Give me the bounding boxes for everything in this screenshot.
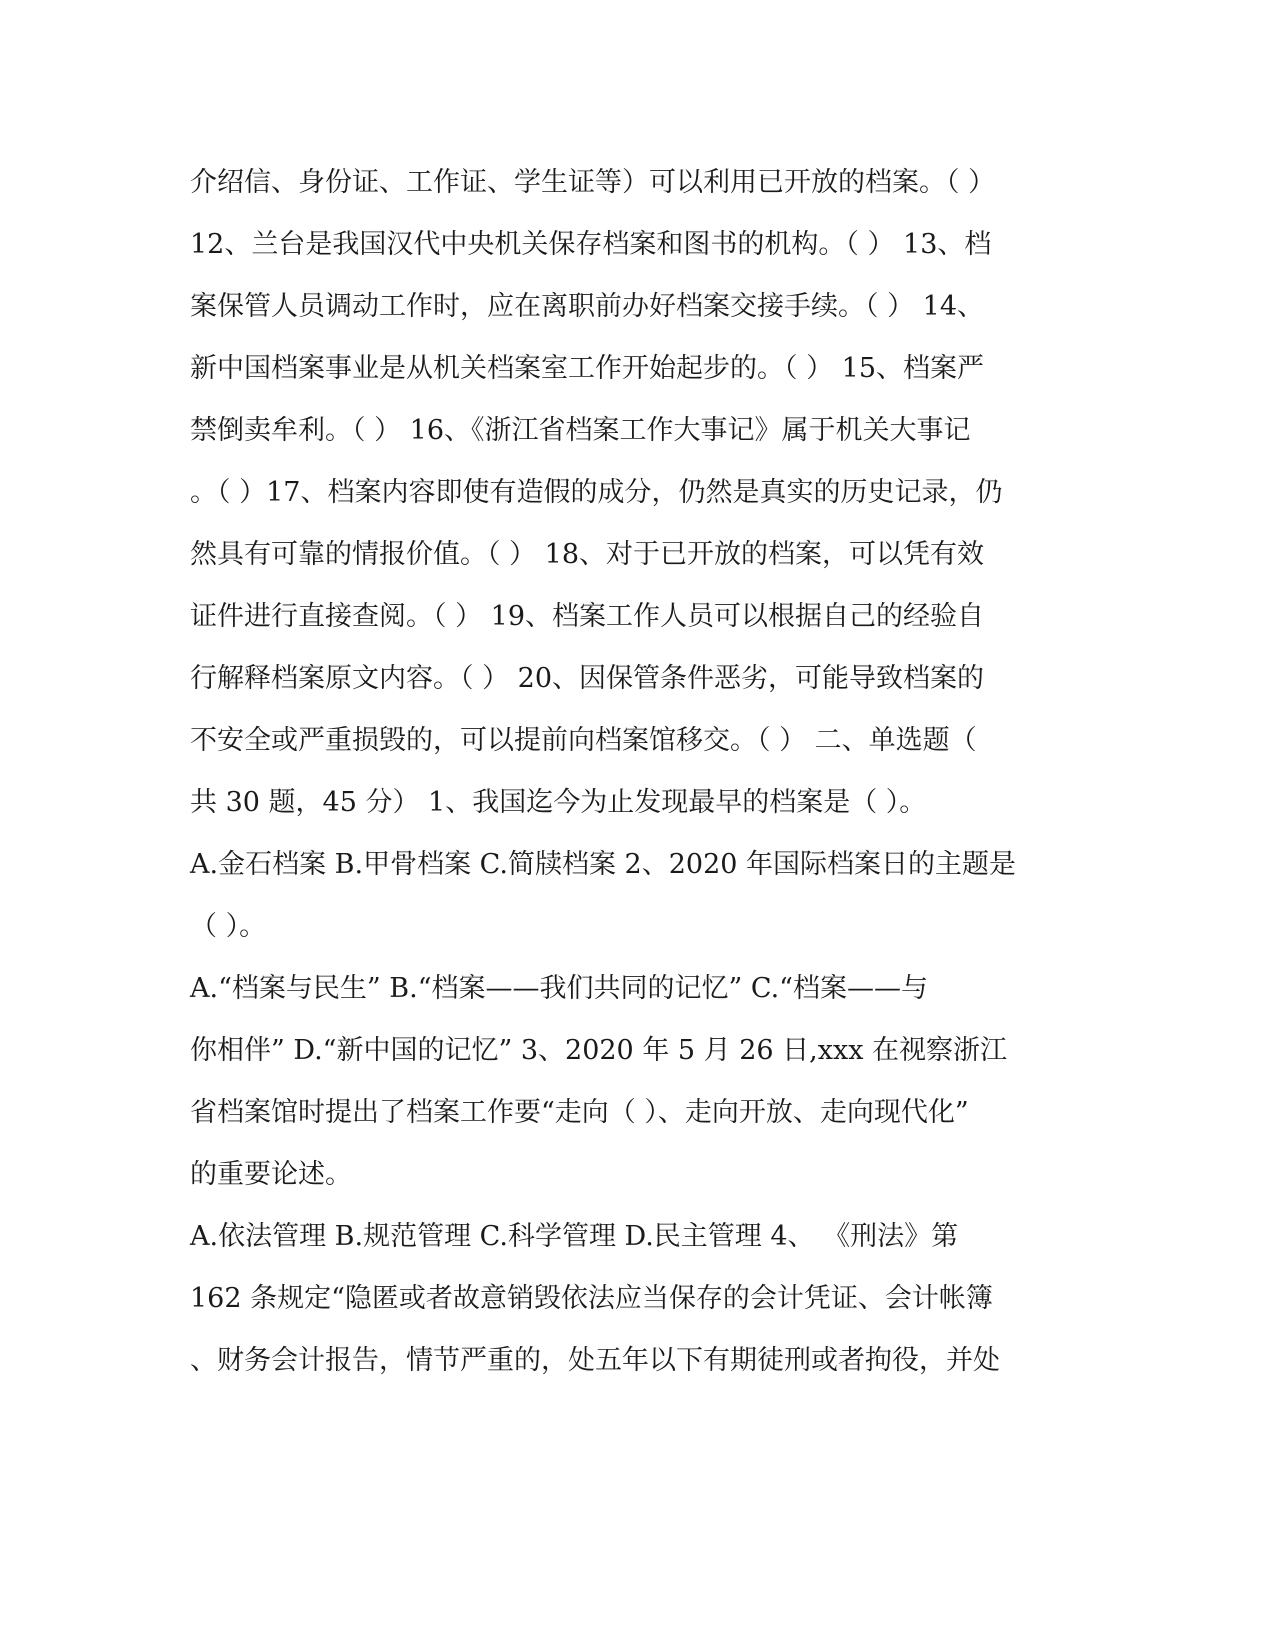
text-line: 禁倒卖牟利。（ ） 16、《浙江省档案工作大事记》属于机关大事记 <box>190 415 971 446</box>
text-line: 行解释档案原文内容。（ ） 20、因保管条件恶劣，可能导致档案的 <box>190 663 985 694</box>
text-line: 共 30 题，45 分） 1、我国迄今为止发现最早的档案是（ ）。 <box>190 787 927 818</box>
text-line: 12、兰台是我国汉代中央机关保存档案和图书的机构。（ ） 13、档 <box>190 229 992 260</box>
text-line: A.“档案与民生” B.“档案——我们共同的记忆” C.“档案——与 <box>190 973 928 1004</box>
text-line: （ ）。 <box>190 911 267 942</box>
text-line: 省档案馆时提出了档案工作要“走向（ ）、走向开放、走向现代化” <box>190 1097 969 1128</box>
text-line: 新中国档案事业是从机关档案室工作开始起步的。（ ） 15、档案严 <box>190 353 985 384</box>
text-line: 162 条规定“隐匿或者故意销毁依法应当保存的会计凭证、会计帐簿 <box>190 1283 993 1314</box>
text-line: 的重要论述。 <box>190 1159 352 1190</box>
text-line: 证件进行直接查阅。（ ） 19、档案工作人员可以根据自己的经验自 <box>190 601 985 632</box>
text-line: 你相伴” D.“新中国的记忆” 3、2020 年 5 月 26 日,xxx 在视察浙江 <box>190 1035 1008 1066</box>
text-line: A.依法管理 B.规范管理 C.科学管理 D.民主管理 4、 《刑法》第 <box>190 1221 959 1252</box>
text-line: A.金石档案 B.甲骨档案 C.简牍档案 2、2020 年国际档案日的主题是 <box>190 849 1017 880</box>
text-line: 不安全或严重损毁的，可以提前向档案馆移交。（ ） 二、单选题（ <box>190 725 977 756</box>
text-line: 。（ ）17、档案内容即使有造假的成分，仍然是真实的历史记录，仍 <box>190 477 1003 508</box>
text-line: 然具有可靠的情报价值。（ ） 18、对于已开放的档案，可以凭有效 <box>190 539 985 570</box>
text-line: 案保管人员调动工作时，应在离职前办好档案交接手续。（ ） 14、 <box>190 291 985 322</box>
text-line: 介绍信、身份证、工作证、学生证等）可以利用已开放的档案。（ ） <box>190 167 996 198</box>
text-line: 、财务会计报告，情节严重的，处五年以下有期徒刑或者拘役，并处 <box>190 1345 1000 1376</box>
